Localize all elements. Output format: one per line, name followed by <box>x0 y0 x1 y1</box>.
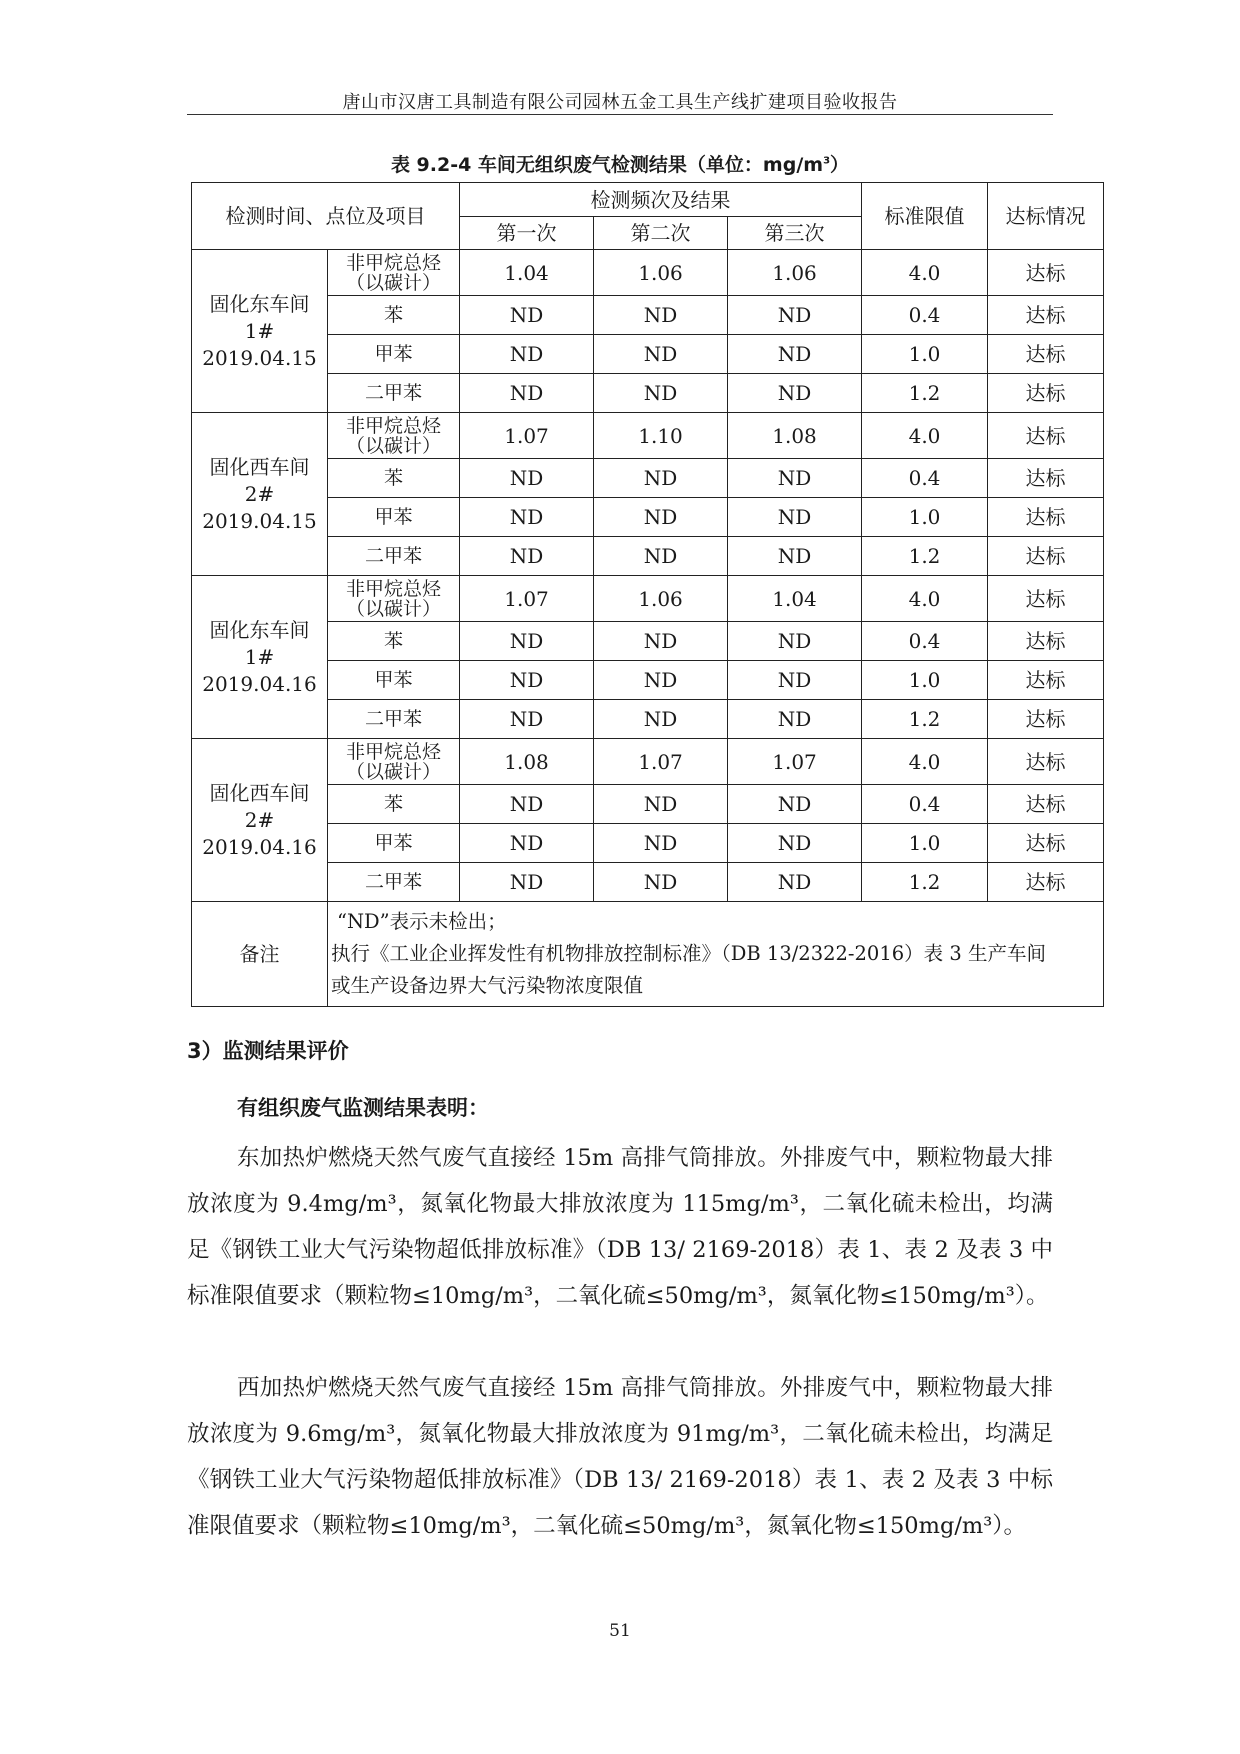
item-cell <box>328 622 460 661</box>
value-third: 1.06 <box>728 250 862 296</box>
value-second: ND <box>594 374 728 413</box>
header-limit: 标准限值 <box>862 183 988 250</box>
limit-cell: 1.2 <box>862 863 988 902</box>
value-third: ND <box>728 785 862 824</box>
value-first: ND <box>460 863 594 902</box>
item-line: 二甲苯 <box>364 708 422 730</box>
value-second: ND <box>594 498 728 537</box>
status-cell: 达标 <box>988 413 1104 459</box>
status-cell: 达标 <box>988 537 1104 576</box>
value-third: ND <box>728 700 862 739</box>
note-line: 执行《工业企业挥发性有机物排放控制标准》（DB 13/2322-2016）表 3 生产车间 <box>331 942 1046 965</box>
header-status: 达标情况 <box>988 183 1104 250</box>
value-first: ND <box>460 785 594 824</box>
status-cell: 达标 <box>988 250 1104 296</box>
item-cell <box>328 739 460 785</box>
status-cell: 达标 <box>988 498 1104 537</box>
value-second: 1.07 <box>594 739 728 785</box>
item-cell <box>328 374 460 413</box>
table-row <box>192 296 1104 335</box>
paragraph-west <box>187 1365 1053 1549</box>
table-row <box>192 413 1104 459</box>
item-line: 苯 <box>383 467 403 489</box>
item-line: 苯 <box>383 630 403 652</box>
item-cell <box>328 459 460 498</box>
location-line: 2019.04.15 <box>202 345 317 370</box>
limit-cell: 1.0 <box>862 335 988 374</box>
table-row <box>192 661 1104 700</box>
notes-label: 备注 <box>192 902 328 1007</box>
table-row <box>192 459 1104 498</box>
value-third: ND <box>728 296 862 335</box>
value-second: 1.10 <box>594 413 728 459</box>
paragraph-text: 西加热炉燃烧天然气废气直接经 15m 高排气筒排放。外排废气中，颗粒物最大排放浓度为 9.6mg/m³，氮氧化物最大排放浓度为 91mg/m³，二氧化硫未检出，均满足《钢铁工业大气污染物超低排放标准》（DB 13/ 2169-2018）表 1、表 2 及表 3 中标准限值要求（颗粒物≤10mg/m³，二氧化硫≤50mg/m³，氮氧化物≤150mg/m³）。 <box>187 1375 1053 1539</box>
value-second: ND <box>594 785 728 824</box>
item-cell <box>328 498 460 537</box>
status-cell: 达标 <box>988 335 1104 374</box>
limit-cell: 1.2 <box>862 537 988 576</box>
item-cell <box>328 250 460 296</box>
status-cell: 达标 <box>988 296 1104 335</box>
location-line: 固化西车间 <box>209 454 310 479</box>
value-third: ND <box>728 335 862 374</box>
table-row <box>192 739 1104 785</box>
results-table <box>191 182 1104 1007</box>
value-first: 1.07 <box>460 413 594 459</box>
value-second: ND <box>594 459 728 498</box>
running-header: 唐山市汉唐工具制造有限公司园林五金工具生产线扩建项目验收报告 <box>342 92 898 113</box>
item-line: （以碳计） <box>345 434 441 457</box>
location-line: 2# <box>244 481 275 506</box>
location-line: 固化西车间 <box>209 780 310 805</box>
item-cell <box>328 576 460 622</box>
item-line: 二甲苯 <box>364 545 422 567</box>
notes-content <box>328 902 1104 1007</box>
value-third: ND <box>728 374 862 413</box>
table-row <box>192 335 1104 374</box>
caption-end: ） <box>830 154 850 176</box>
item-line: 二甲苯 <box>364 871 422 893</box>
item-line: 甲苯 <box>374 343 413 365</box>
limit-cell: 1.0 <box>862 661 988 700</box>
item-line: 非甲烷总烃 <box>345 577 441 600</box>
item-line: 非甲烷总烃 <box>345 740 441 763</box>
status-cell: 达标 <box>988 785 1104 824</box>
table-row <box>192 622 1104 661</box>
value-third: ND <box>728 863 862 902</box>
header-first: 第一次 <box>460 217 594 250</box>
note-line: “ND”表示未检出； <box>337 910 507 933</box>
location-line: 2019.04.15 <box>202 508 317 533</box>
limit-cell: 0.4 <box>862 622 988 661</box>
table-row <box>192 863 1104 902</box>
item-cell <box>328 863 460 902</box>
value-third: 1.07 <box>728 739 862 785</box>
value-first: ND <box>460 537 594 576</box>
item-line: 甲苯 <box>374 832 413 854</box>
table-row <box>192 537 1104 576</box>
item-line: 非甲烷总烃 <box>345 414 441 437</box>
item-line: （以碳计） <box>345 760 441 783</box>
location-line: 1# <box>244 318 275 343</box>
value-second: ND <box>594 700 728 739</box>
note-line: 或生产设备边界大气污染物浓度限值 <box>331 974 644 997</box>
value-third: 1.08 <box>728 413 862 459</box>
location-cell <box>192 739 328 902</box>
value-first: ND <box>460 296 594 335</box>
status-cell: 达标 <box>988 739 1104 785</box>
limit-cell: 1.2 <box>862 374 988 413</box>
paragraph-east <box>187 1135 1053 1319</box>
limit-cell: 4.0 <box>862 250 988 296</box>
table-row <box>192 700 1104 739</box>
header-location-item: 检测时间、点位及项目 <box>192 183 460 250</box>
limit-cell: 4.0 <box>862 739 988 785</box>
caption-superscript: 3 <box>823 155 831 167</box>
limit-cell: 1.0 <box>862 498 988 537</box>
table-caption <box>190 150 1050 177</box>
value-second: ND <box>594 622 728 661</box>
item-line: 苯 <box>383 793 403 815</box>
value-first: ND <box>460 661 594 700</box>
location-line: 2019.04.16 <box>202 671 317 696</box>
limit-cell: 0.4 <box>862 785 988 824</box>
status-cell: 达标 <box>988 824 1104 863</box>
notes-row <box>192 902 1104 1007</box>
limit-cell: 4.0 <box>862 413 988 459</box>
item-line: 甲苯 <box>374 506 413 528</box>
limit-cell: 1.2 <box>862 700 988 739</box>
value-second: ND <box>594 661 728 700</box>
location-line: 固化东车间 <box>209 291 310 316</box>
value-second: 1.06 <box>594 250 728 296</box>
location-line: 1# <box>244 644 275 669</box>
item-cell <box>328 335 460 374</box>
value-first: ND <box>460 498 594 537</box>
section-title: 3）监测结果评价 <box>187 1039 349 1063</box>
location-line: 2# <box>244 807 275 832</box>
location-line: 2019.04.16 <box>202 834 317 859</box>
value-second: ND <box>594 863 728 902</box>
limit-cell: 0.4 <box>862 296 988 335</box>
value-third: ND <box>728 824 862 863</box>
item-line: （以碳计） <box>345 597 441 620</box>
limit-cell: 1.0 <box>862 824 988 863</box>
item-cell <box>328 785 460 824</box>
caption-text: 表 9.2-4 车间无组织废气检测结果（单位：mg/m <box>390 154 824 176</box>
header-rule <box>187 114 1053 115</box>
header-third: 第三次 <box>728 217 862 250</box>
paragraph-text: 东加热炉燃烧天然气废气直接经 15m 高排气筒排放。外排废气中，颗粒物最大排放浓度为 9.4mg/m³，氮氧化物最大排放浓度为 115mg/m³，二氧化硫未检出，均满足《钢铁工业大气污染物超低排放标准》（DB 13/ 2169-2018）表 1、表 2 及表 3 中标准限值要求（颗粒物≤10mg/m³，二氧化硫≤50mg/m³，氮氧化物≤150mg/m³）。 <box>187 1145 1053 1309</box>
status-cell: 达标 <box>988 700 1104 739</box>
value-first: ND <box>460 700 594 739</box>
value-first: ND <box>460 374 594 413</box>
value-second: ND <box>594 824 728 863</box>
value-second: ND <box>594 296 728 335</box>
item-cell <box>328 296 460 335</box>
value-first: 1.04 <box>460 250 594 296</box>
limit-cell: 0.4 <box>862 459 988 498</box>
item-cell <box>328 700 460 739</box>
status-cell: 达标 <box>988 459 1104 498</box>
value-first: ND <box>460 622 594 661</box>
item-line: 非甲烷总烃 <box>345 251 441 274</box>
item-cell <box>328 537 460 576</box>
status-cell: 达标 <box>988 661 1104 700</box>
table-row <box>192 250 1104 296</box>
header-row-1 <box>192 183 1104 217</box>
value-third: ND <box>728 661 862 700</box>
table-row <box>192 785 1104 824</box>
header-second: 第二次 <box>594 217 728 250</box>
item-line: 二甲苯 <box>364 382 422 404</box>
location-cell <box>192 413 328 576</box>
value-third: 1.04 <box>728 576 862 622</box>
value-first: 1.08 <box>460 739 594 785</box>
value-first: ND <box>460 335 594 374</box>
item-line: 甲苯 <box>374 669 413 691</box>
limit-cell: 4.0 <box>862 576 988 622</box>
value-second: ND <box>594 335 728 374</box>
status-cell: 达标 <box>988 622 1104 661</box>
value-first: 1.07 <box>460 576 594 622</box>
status-cell: 达标 <box>988 374 1104 413</box>
value-first: ND <box>460 824 594 863</box>
value-third: ND <box>728 459 862 498</box>
subsection-title: 有组织废气监测结果表明： <box>237 1096 489 1120</box>
value-third: ND <box>728 498 862 537</box>
value-second: 1.06 <box>594 576 728 622</box>
item-cell <box>328 824 460 863</box>
value-third: ND <box>728 537 862 576</box>
value-third: ND <box>728 622 862 661</box>
page-number: 51 <box>609 1621 631 1641</box>
location-cell <box>192 250 328 413</box>
table-row <box>192 824 1104 863</box>
table-row <box>192 374 1104 413</box>
table-row <box>192 576 1104 622</box>
header-frequency: 检测频次及结果 <box>460 183 862 217</box>
value-first: ND <box>460 459 594 498</box>
value-second: ND <box>594 537 728 576</box>
item-line: （以碳计） <box>345 271 441 294</box>
status-cell: 达标 <box>988 863 1104 902</box>
location-cell <box>192 576 328 739</box>
location-line: 固化东车间 <box>209 617 310 642</box>
item-line: 苯 <box>383 304 403 326</box>
table-row <box>192 498 1104 537</box>
item-cell <box>328 661 460 700</box>
status-cell: 达标 <box>988 576 1104 622</box>
item-cell <box>328 413 460 459</box>
